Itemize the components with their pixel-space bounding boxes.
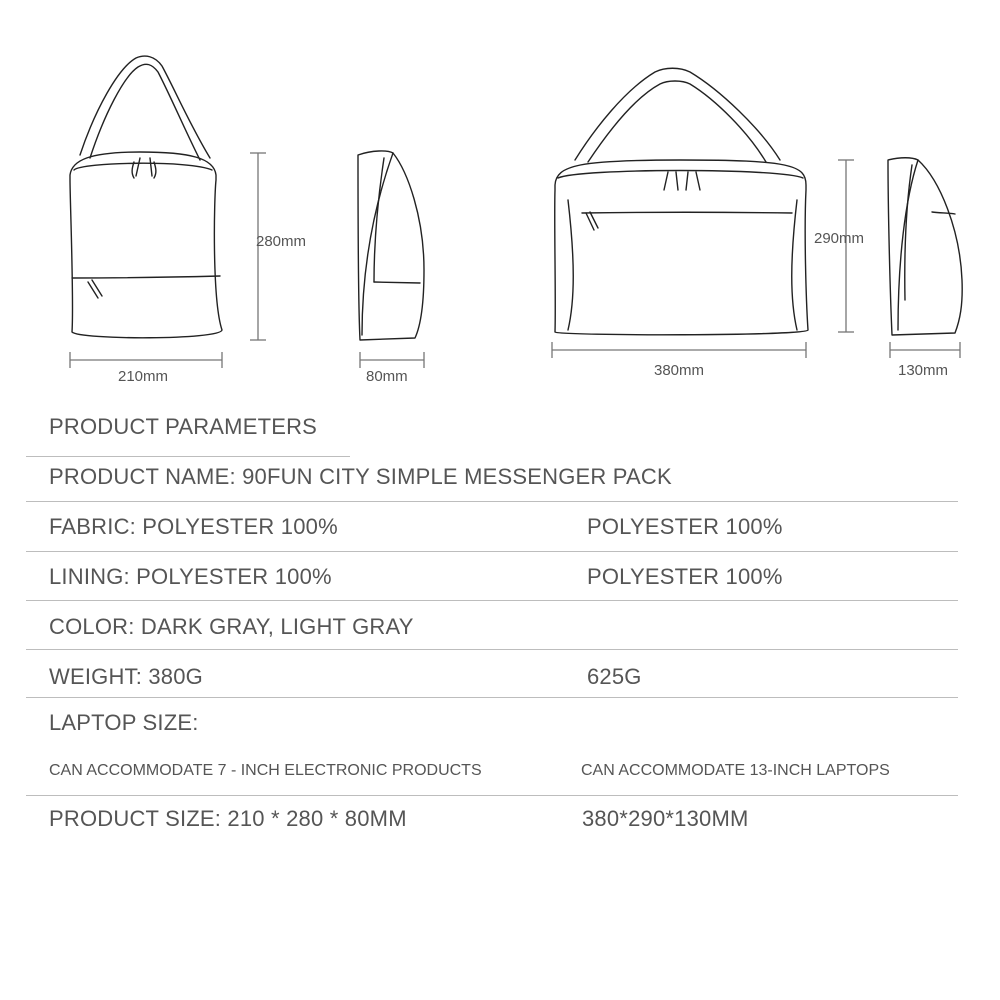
size-right: 380*290*130MM <box>582 806 749 831</box>
large-depth-label: 130mm <box>898 362 949 379</box>
heading-underline <box>26 456 350 457</box>
params-heading: PRODUCT PARAMETERS <box>49 414 318 439</box>
row-divider <box>26 600 958 601</box>
small-depth-label: 80mm <box>366 368 408 385</box>
lining-right: POLYESTER 100% <box>587 564 783 589</box>
row-divider <box>26 649 958 650</box>
fabric-right: POLYESTER 100% <box>587 514 783 539</box>
dim-line-small-width <box>70 352 222 368</box>
lining-left: LINING: POLYESTER 100% <box>49 564 332 589</box>
large-width-label: 380mm <box>654 362 705 379</box>
product-drawings <box>0 0 1000 400</box>
weight-right: 625G <box>587 664 642 689</box>
large-bag-side-drawing <box>888 158 962 335</box>
small-bag-side-drawing <box>358 151 424 340</box>
row-divider <box>26 501 958 502</box>
dim-line-large-width <box>552 342 806 358</box>
small-width-label: 210mm <box>118 368 169 385</box>
small-bag-front-drawing <box>70 56 222 338</box>
large-bag-front-drawing <box>555 68 808 335</box>
dim-line-large-depth <box>890 342 960 358</box>
laptop-right: CAN ACCOMMODATE 13-INCH LAPTOPS <box>581 762 890 779</box>
row-divider <box>26 795 958 796</box>
product-name: PRODUCT NAME: 90FUN CITY SIMPLE MESSENGER PACK <box>49 464 672 489</box>
row-divider <box>26 551 958 552</box>
laptop-left: CAN ACCOMMODATE 7 - INCH ELECTRONIC PRODUCTS <box>49 762 482 779</box>
size-left: PRODUCT SIZE: 210 * 280 * 80MM <box>49 806 407 831</box>
weight-left: WEIGHT: 380G <box>49 664 203 689</box>
large-height-label: 290mm <box>814 230 865 247</box>
dim-line-small-depth <box>360 352 424 368</box>
small-height-label: 280mm <box>256 233 307 250</box>
color-row: COLOR: DARK GRAY, LIGHT GRAY <box>49 614 414 639</box>
row-divider <box>26 697 958 698</box>
laptop-label: LAPTOP SIZE: <box>49 710 199 735</box>
fabric-left: FABRIC: POLYESTER 100% <box>49 514 338 539</box>
